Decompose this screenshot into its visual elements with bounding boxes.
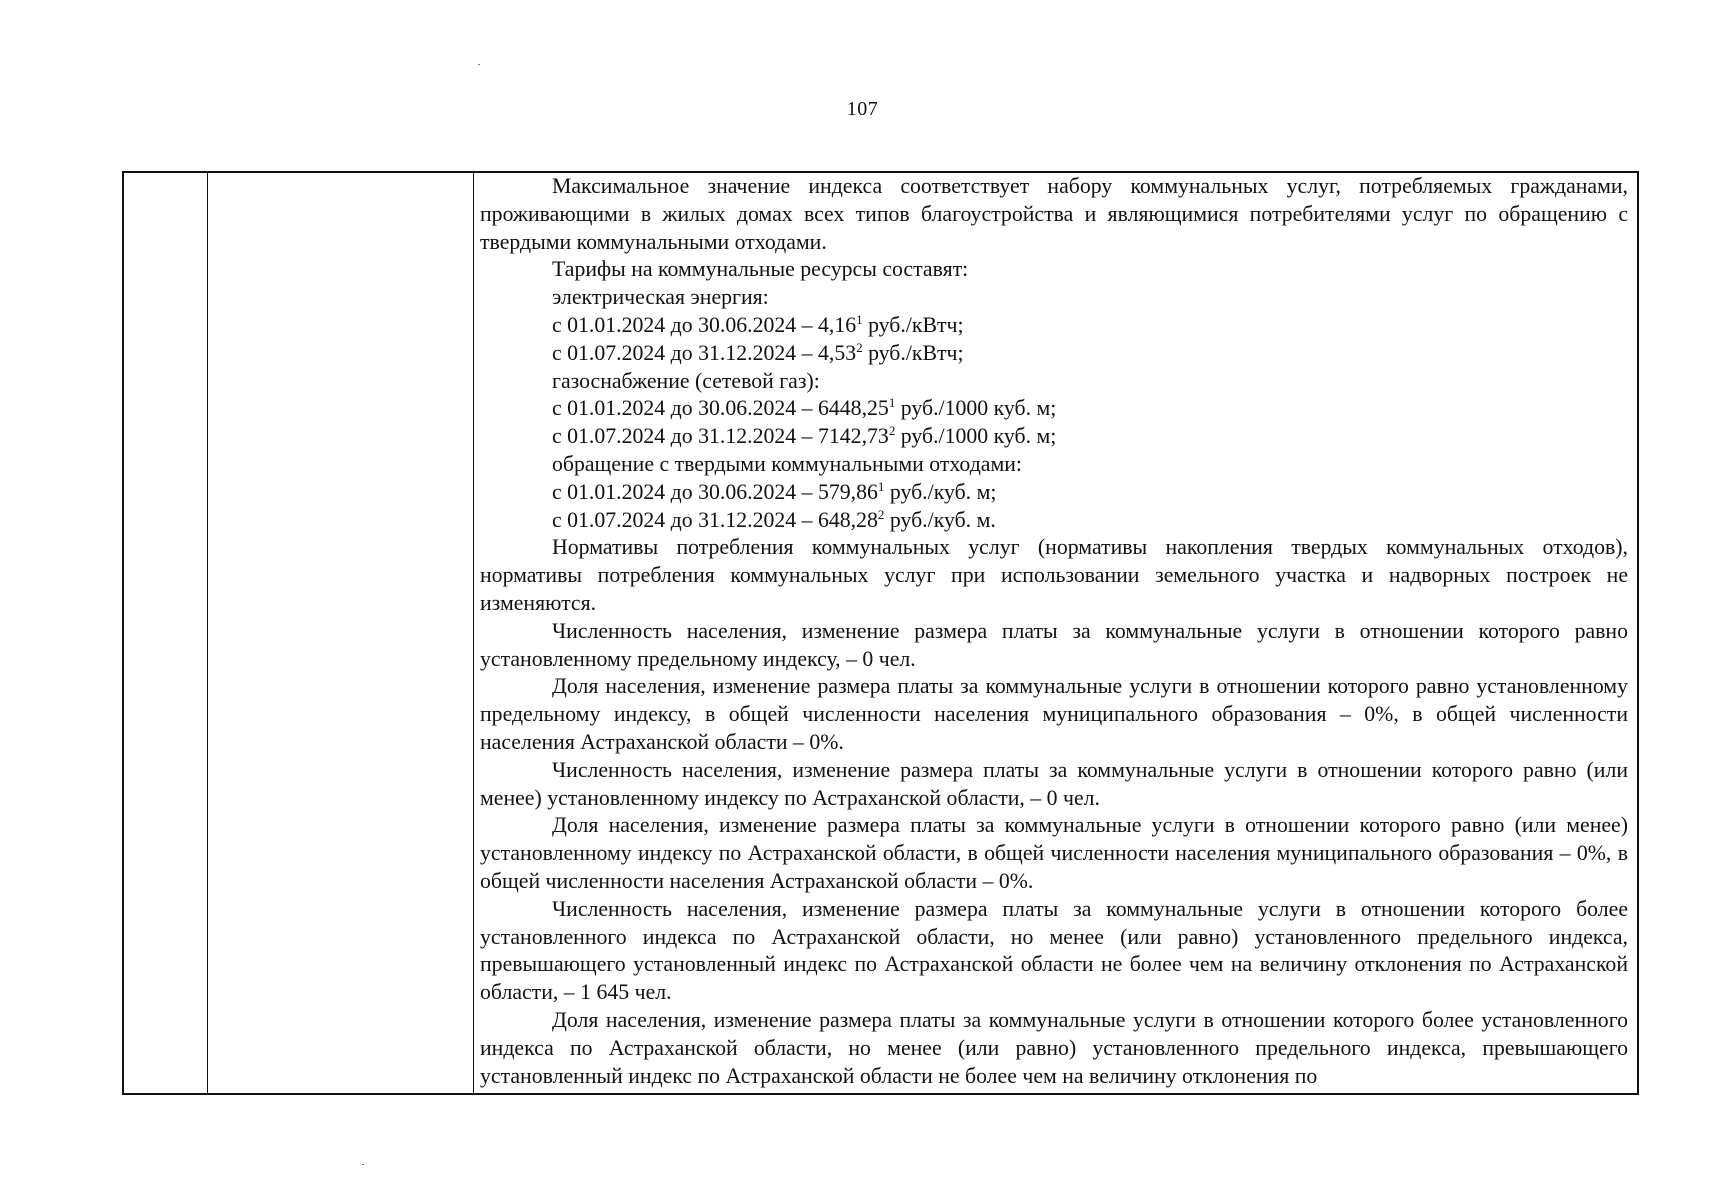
paragraph-share-above-region: Доля населения, изменение размера платы за коммунальные услуги в отношении которого более установленного индекса по Астраханской области, но менее (или равно) установленного предельного индекса, превышающего установленный индекс по Астраханской области не более чем на величину отклонения по [480,1007,1628,1088]
paragraph-population-above-region: Численность населения, изменение размера платы за коммунальные услуги в отношении которого более установленного индекса по Астраханской области, но менее (или равно) установленного предельного индекса, превышающего установленный индекс по Астраханской области не более чем на величину отклонения по Астраханской области, – 1 645 чел. [480,896,1628,1005]
paragraph-norms: Нормативы потребления коммунальных услуг (нормативы накопления твердых коммунальных отходов), нормативы потребления коммунальных услуг при использовании земельного участка и надворных построек не изменяются. [480,535,1628,615]
footnote-mark: 1 [877,478,885,494]
gas-period-2: с 01.07.2024 до 31.12.2024 – 7142,73 [552,424,889,449]
waste-tariff-1 [480,479,1628,507]
gas-tariff-2 [480,423,1628,451]
electricity-unit-1: руб./кВтч; [862,312,964,337]
electricity-period-1: с 01.01.2024 до 30.06.2024 – 4,16 [552,312,857,337]
content-cell [480,173,1628,1090]
waste-heading: обращение с твердыми коммунальными отходами: [552,451,1022,476]
gas-heading: газоснабжение (сетевой газ): [552,368,820,393]
gas-period-1: с 01.01.2024 до 30.06.2024 – 6448,25 [552,396,889,421]
waste-period-1: с 01.01.2024 до 30.06.2024 – 579,86 [552,479,878,504]
gas-tariff-1 [480,395,1628,423]
tariffs-intro: Тарифы на коммунальные ресурсы составят: [552,257,969,282]
column-divider-2 [473,173,474,1093]
electricity-heading: электрическая энергия: [552,285,769,310]
page-number: 107 [846,98,879,120]
waste-unit-1: руб./куб. м; [884,479,997,504]
waste-tariff-2 [480,507,1628,535]
table-frame [122,171,1639,1095]
scan-speck [478,64,480,65]
waste-period-2: с 01.07.2024 до 31.12.2024 – 648,28 [552,507,878,532]
paragraph-share-equal-limit: Доля населения, изменение размера платы за коммунальные услуги в отношении которого равно установленному предельному индексу, в общей численности населения муниципального образования – 0%, в общей численности населения Астраханской области – 0%. [480,674,1628,754]
footnote-mark: 1 [856,311,863,327]
paragraph-population-equal-region: Численность населения, изменение размера платы за коммунальные услуги в отношении которого равно (или менее) установленному индексу по Астраханской области, – 0 чел. [480,757,1628,810]
waste-unit-2: руб./куб. м. [884,507,996,532]
paragraph-share-equal-region: Доля населения, изменение размера платы за коммунальные услуги в отношении которого равно (или менее) установленному индексу по Астраханской области, в общей численности населения муниципального образования – 0%, в общей численности населения Астраханской области – 0%. [480,813,1628,893]
gas-unit-2: руб./1000 куб. м; [895,424,1057,449]
footnote-mark: 2 [856,339,863,355]
footnote-mark: 2 [888,423,896,439]
scan-speck [362,1164,364,1165]
column-divider-1 [207,173,208,1093]
paragraph-max-index: Максимальное значение индекса соответствует набору коммунальных услуг, потребляемых гражданами, проживающими в жилых домах всех типов благоустройства и являющимися потребителями услуг по обращению с твердыми коммунальными отходами. [480,174,1628,254]
electricity-tariff-2 [480,340,1628,368]
electricity-unit-2: руб./кВтч; [862,340,964,365]
footnote-mark: 1 [888,395,896,411]
electricity-tariff-1 [480,312,1628,340]
footnote-mark: 2 [877,506,885,522]
gas-unit-1: руб./1000 куб. м; [895,396,1057,421]
paragraph-population-equal-limit: Численность населения, изменение размера платы за коммунальные услуги в отношении которого равно установленному предельному индексу, – 0 чел. [480,618,1628,671]
electricity-period-2: с 01.07.2024 до 31.12.2024 – 4,53 [552,340,857,365]
